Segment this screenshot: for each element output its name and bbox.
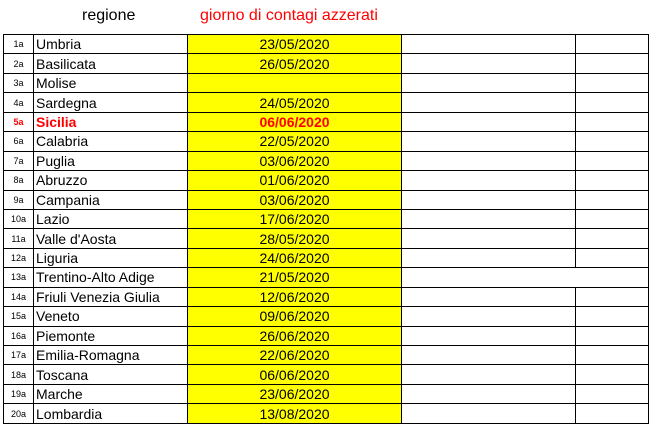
region-name: Valle d'Aosta [34,229,188,248]
empty-cell [402,248,576,267]
table-row [4,326,649,345]
region-name: Calabria [34,132,188,151]
region-name: Lombardia [34,404,188,423]
row-number: 4a [4,93,34,112]
row-number: 5a [4,112,34,131]
zero-cases-date: 23/06/2020 [188,384,402,403]
column-header-region: regione [82,7,136,24]
row-number: 14a [4,287,34,306]
zero-cases-date: 06/06/2020 [188,112,402,131]
empty-cell [576,132,649,151]
row-number: 7a [4,151,34,170]
zero-cases-date: 26/05/2020 [188,54,402,73]
zero-cases-date: 23/05/2020 [188,35,402,54]
empty-cell [402,190,576,209]
empty-cell [576,307,649,326]
region-name: Sicilia [34,112,188,131]
region-name: Friuli Venezia Giulia [34,287,188,306]
region-name: Puglia [34,151,188,170]
empty-cell [402,209,576,228]
table-row [4,384,649,403]
zero-cases-date: 09/06/2020 [188,307,402,326]
zero-cases-date: 22/05/2020 [188,132,402,151]
empty-cell [402,93,576,112]
region-name: Abruzzo [34,171,188,190]
region-name: Molise [34,73,188,92]
table-row [4,132,649,151]
row-number: 11a [4,229,34,248]
row-number: 16a [4,326,34,345]
table-row [4,248,649,267]
zero-cases-date: 03/06/2020 [188,151,402,170]
empty-cell [576,346,649,365]
empty-cell [576,54,649,73]
region-name: Liguria [34,248,188,267]
table-row [4,73,649,92]
table-row [4,229,649,248]
region-name: Veneto [34,307,188,326]
table-row [4,287,649,306]
empty-cell [402,171,576,190]
zero-cases-date: 01/06/2020 [188,171,402,190]
row-number: 12a [4,248,34,267]
empty-cell [402,404,576,423]
empty-cell [402,73,576,92]
region-name: Piemonte [34,326,188,345]
zero-cases-date: 06/06/2020 [188,365,402,384]
row-number: 1a [4,35,34,54]
empty-cell [576,171,649,190]
zero-cases-date: 22/06/2020 [188,346,402,365]
table-row [4,268,649,287]
zero-cases-date: 03/06/2020 [188,190,402,209]
row-number: 10a [4,209,34,228]
empty-cell [402,229,576,248]
table-row [4,365,649,384]
table-row [4,171,649,190]
region-name: Trentino-Alto Adige [34,268,188,287]
empty-cell [576,35,649,54]
row-number: 15a [4,307,34,326]
empty-cell [402,132,576,151]
empty-cell [402,307,576,326]
empty-cell [576,112,649,131]
empty-cell [576,229,649,248]
empty-cell [402,54,576,73]
table-row [4,346,649,365]
table-row [4,112,649,131]
empty-cell [402,151,576,170]
zero-cases-date: 24/06/2020 [188,248,402,267]
row-number: 9a [4,190,34,209]
empty-cell [402,287,576,306]
empty-cell [576,365,649,384]
column-header-date: giorno di contagi azzerati [200,7,378,24]
empty-cell [576,190,649,209]
row-number: 18a [4,365,34,384]
zero-cases-date: 26/06/2020 [188,326,402,345]
empty-cell [576,93,649,112]
regions-table [3,34,649,424]
row-number: 2a [4,54,34,73]
zero-cases-date [188,73,402,92]
row-number: 13a [4,268,34,287]
empty-cell [402,365,576,384]
region-name: Marche [34,384,188,403]
empty-cell [576,287,649,306]
table-row [4,35,649,54]
row-number: 6a [4,132,34,151]
empty-cell [402,35,576,54]
row-number: 3a [4,73,34,92]
table-row [4,93,649,112]
empty-cell [402,326,576,345]
empty-cell [402,346,576,365]
empty-cell [576,404,649,423]
table-row [4,209,649,228]
table-row [4,307,649,326]
empty-cell [576,209,649,228]
zero-cases-date: 17/06/2020 [188,209,402,228]
region-name: Campania [34,190,188,209]
zero-cases-date: 12/06/2020 [188,287,402,306]
table-row [4,54,649,73]
empty-cell [576,326,649,345]
table-row [4,190,649,209]
empty-cell [402,112,576,131]
empty-cell [576,248,649,267]
regions-table-body [4,35,649,424]
table-row [4,151,649,170]
empty-cell [402,268,649,287]
row-number: 17a [4,346,34,365]
zero-cases-date: 21/05/2020 [188,268,402,287]
row-number: 20a [4,404,34,423]
row-number: 8a [4,171,34,190]
region-name: Lazio [34,209,188,228]
empty-cell [576,384,649,403]
region-name: Emilia-Romagna [34,346,188,365]
row-number: 19a [4,384,34,403]
table-row [4,404,649,423]
zero-cases-date: 13/08/2020 [188,404,402,423]
empty-cell [576,73,649,92]
zero-cases-date: 28/05/2020 [188,229,402,248]
region-name: Umbria [34,35,188,54]
empty-cell [402,384,576,403]
region-name: Sardegna [34,93,188,112]
region-name: Toscana [34,365,188,384]
empty-cell [576,151,649,170]
region-name: Basilicata [34,54,188,73]
zero-cases-date: 24/05/2020 [188,93,402,112]
